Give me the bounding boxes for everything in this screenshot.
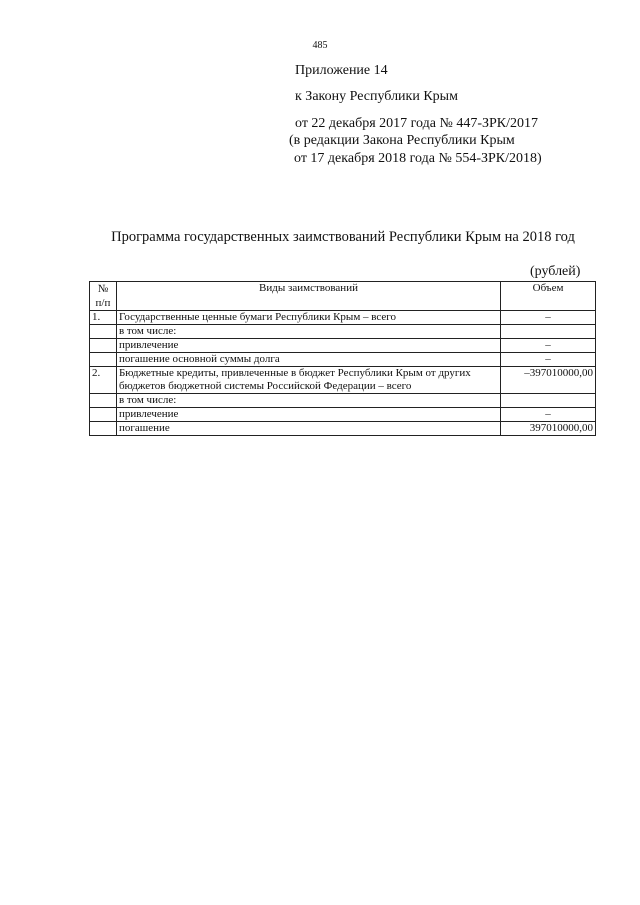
row-volume: – xyxy=(501,408,596,422)
header-volume: Объем xyxy=(501,282,596,311)
table-row xyxy=(90,422,596,436)
row-borrowing-type: привлечение xyxy=(116,408,500,422)
row-number xyxy=(90,339,117,353)
table-row xyxy=(90,394,596,408)
row-number: 1. xyxy=(90,311,117,325)
row-borrowing-type: Бюджетные кредиты, привлеченные в бюджет Республики Крым от других бюджетов бюджетной системы Российской Федерации – всего xyxy=(116,367,500,394)
header-number: № п/п xyxy=(90,282,117,311)
row-volume: – xyxy=(501,311,596,325)
row-number: 2. xyxy=(90,367,117,394)
table-row xyxy=(90,311,596,325)
row-volume: –397010000,00 xyxy=(501,367,596,394)
appendix-number: Приложение 14 xyxy=(295,63,388,78)
page-number: 485 xyxy=(312,40,328,51)
table-row xyxy=(90,339,596,353)
row-number xyxy=(90,353,117,367)
row-volume xyxy=(501,394,596,408)
units-label: (рублей) xyxy=(530,264,581,279)
row-number xyxy=(90,394,117,408)
row-borrowing-type: Государственные ценные бумаги Республики Крым – всего xyxy=(116,311,500,325)
borrowings-table xyxy=(89,281,596,436)
row-borrowing-type: привлечение xyxy=(116,339,500,353)
table-header-row xyxy=(90,282,596,311)
table-row xyxy=(90,353,596,367)
table-row xyxy=(90,367,596,394)
appendix-law-date: от 22 декабря 2017 года № 447-ЗРК/2017 xyxy=(295,116,539,131)
row-number xyxy=(90,422,117,436)
row-number xyxy=(90,325,117,339)
table-row xyxy=(90,408,596,422)
row-volume: – xyxy=(501,353,596,367)
row-volume: – xyxy=(501,339,596,353)
row-number xyxy=(90,408,117,422)
appendix-amendment-reference: (в редакции Закона Республики Крым xyxy=(289,133,515,148)
row-borrowing-type: в том числе: xyxy=(116,325,500,339)
appendix-law-reference: к Закону Республики Крым xyxy=(295,89,458,104)
appendix-amendment-date: от 17 декабря 2018 года № 554-ЗРК/2018) xyxy=(294,151,542,166)
table-row xyxy=(90,325,596,339)
row-borrowing-type: погашение основной суммы долга xyxy=(116,353,500,367)
row-volume xyxy=(501,325,596,339)
document-title: Программа государственных заимствований Республики Крым на 2018 год xyxy=(111,229,575,245)
header-borrowing-type: Виды заимствований xyxy=(116,282,500,311)
row-borrowing-type: погашение xyxy=(116,422,500,436)
row-volume: 397010000,00 xyxy=(501,422,596,436)
row-borrowing-type: в том числе: xyxy=(116,394,500,408)
